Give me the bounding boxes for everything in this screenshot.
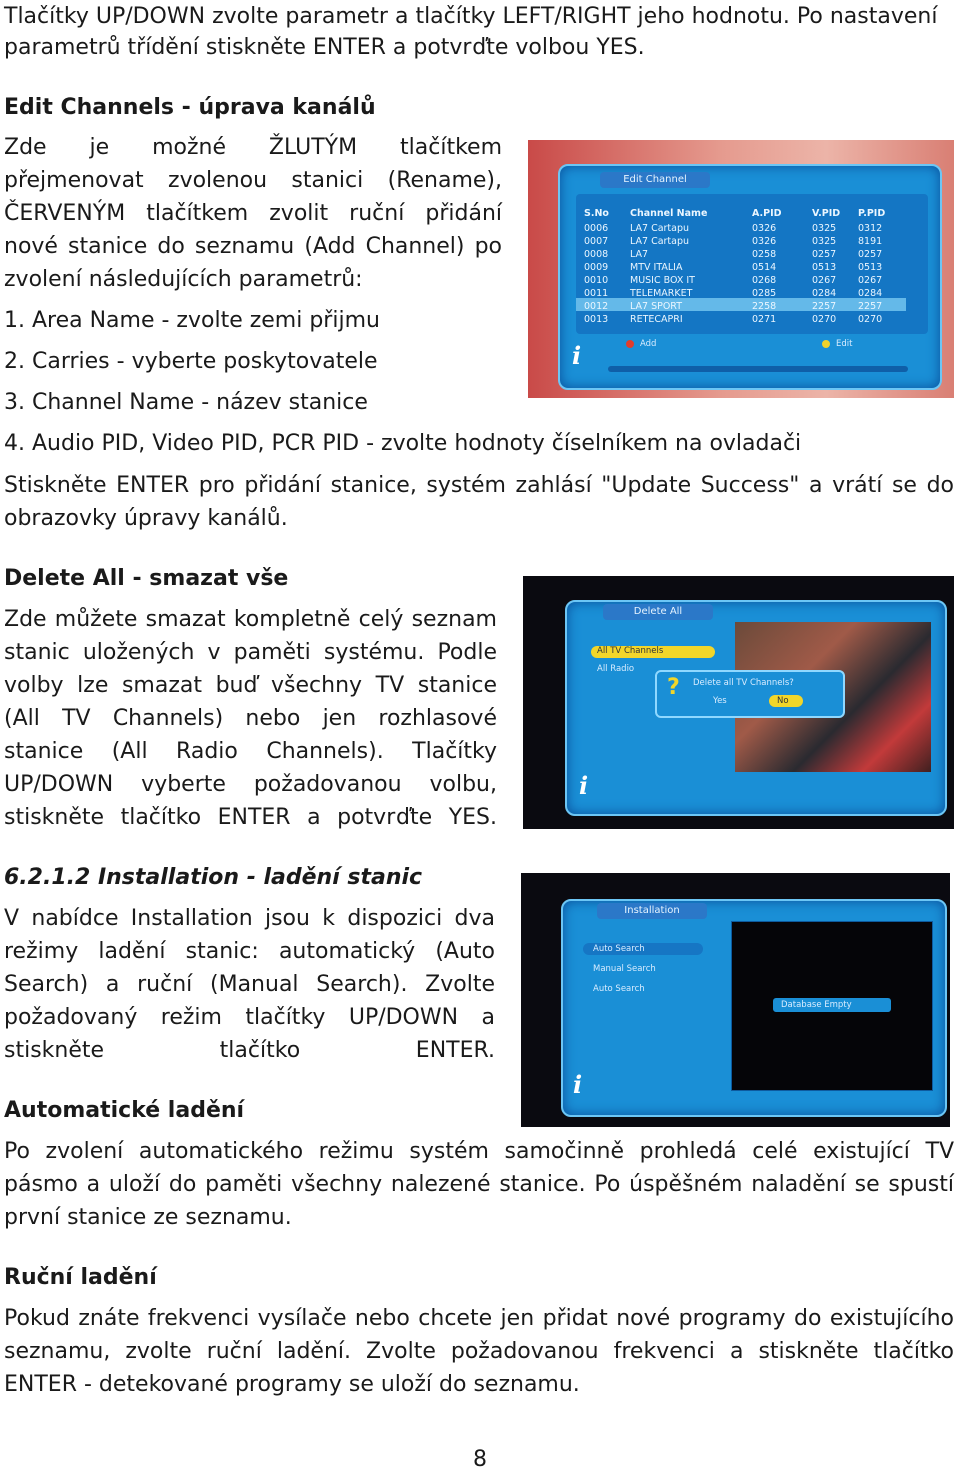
manual-tuning-heading: Ruční ladění xyxy=(4,1265,157,1290)
table-cell-sno: 0009 xyxy=(584,262,609,273)
table-cell-video-pid: 0270 xyxy=(812,314,837,325)
table-cell-audio-pid: 0268 xyxy=(752,275,777,286)
red-button-icon xyxy=(626,340,634,348)
table-cell-channel-name[interactable]: RETECAPRI xyxy=(630,314,683,325)
info-icon: i xyxy=(579,771,589,800)
edit-item-3: 3. Channel Name - název stanice xyxy=(4,390,368,415)
edit-item-4: 4. Audio PID, Video PID, PCR PID - zvolte hodnoty číselníkem na ovladači xyxy=(4,431,802,456)
table-cell-sno: 0011 xyxy=(584,288,609,299)
table-cell-sno: 0007 xyxy=(584,236,609,247)
dialog-yes[interactable]: Yes xyxy=(713,696,727,706)
table-cell-channel-name[interactable]: MTV ITALIA xyxy=(630,262,683,273)
edit-item-2: 2. Carries - vyberte poskytovatele xyxy=(4,349,378,374)
delete-all-screenshot xyxy=(523,576,954,829)
table-cell-video-pid: 2257 xyxy=(812,301,837,312)
info-icon: i xyxy=(572,341,582,370)
table-cell-video-pid: 0325 xyxy=(812,236,837,247)
table-cell-pcr-pid: 0284 xyxy=(858,288,883,299)
installation-screenshot xyxy=(521,873,950,1127)
installation-title: Installation xyxy=(597,903,707,919)
table-cell-video-pid: 0267 xyxy=(812,275,837,286)
table-header-audio-pid: A.PID xyxy=(752,208,782,219)
option-all-tv[interactable]: All TV Channels xyxy=(597,646,664,656)
database-empty-label: Database Empty xyxy=(781,1000,852,1010)
question-icon: ? xyxy=(667,675,680,700)
table-cell-sno: 0013 xyxy=(584,314,609,325)
install-item-manual-search[interactable]: Manual Search xyxy=(593,964,656,974)
table-cell-sno: 0012 xyxy=(584,301,609,312)
intro-line-2: parametrů třídění stiskněte ENTER a potvrďte volbou YES. xyxy=(4,35,645,60)
table-cell-sno: 0010 xyxy=(584,275,609,286)
delete-all-title: Delete All xyxy=(603,604,713,620)
table-header-channel-name: Channel Name xyxy=(630,208,708,219)
installation-paragraph: V nabídce Installation jsou k dispozici dva režimy ladění stanic: automatický (Auto Search) a ruční (Manual Search). Zvolte požadovaný režim tlačítky UP/DOWN a stiskněte tlačítko ENTER. xyxy=(4,906,495,1063)
intro-line-1: Tlačítky UP/DOWN zvolte parametr a tlačítky LEFT/RIGHT jeho hodnotu. Po nastavení xyxy=(4,4,938,29)
table-cell-channel-name[interactable]: MUSIC BOX IT xyxy=(630,275,695,286)
edit-item-1: 1. Area Name - zvolte zemi přijmu xyxy=(4,308,380,333)
table-cell-audio-pid: 0326 xyxy=(752,236,777,247)
table-cell-audio-pid: 0271 xyxy=(752,314,777,325)
dialog-no[interactable]: No xyxy=(777,696,789,706)
table-cell-channel-name[interactable]: LA7 xyxy=(630,249,649,260)
channel-row-highlight xyxy=(576,298,906,311)
table-cell-sno: 0006 xyxy=(584,223,609,234)
edit-channels-after: Stiskněte ENTER pro přidání stanice, systém zahlásí "Update Success" a vrátí se do obrazovky úpravy kanálů. xyxy=(4,473,954,531)
manual-tuning-paragraph: Pokud znáte frekvenci vysílače nebo chcete jen přidat nové programy do existujícího seznamu, zvolte ruční ladění. Zvolte požadovanou frekvenci a stiskněte tlačítko ENTER - detekované programy se uloží do seznamu. xyxy=(4,1306,954,1397)
delete-all-heading: Delete All - smazat vše xyxy=(4,566,289,591)
table-cell-audio-pid: 0285 xyxy=(752,288,777,299)
table-cell-pcr-pid: 0257 xyxy=(858,249,883,260)
delete-all-paragraph: Zde můžete smazat kompletně celý seznam stanic uložených v paměti systému. Podle volby lze smazat buď všechny TV stanice (All TV Channels) nebo jen rozhlasové stanice (All Radio Channels). Tlačítky UP/DOWN vyberte požadovanou volbu, stiskněte tlačítko ENTER a potvrďte YES. xyxy=(4,607,497,830)
table-cell-audio-pid: 0326 xyxy=(752,223,777,234)
table-cell-video-pid: 0284 xyxy=(812,288,837,299)
table-cell-video-pid: 0325 xyxy=(812,223,837,234)
info-icon: i xyxy=(573,1070,583,1099)
install-item-auto-search-2[interactable]: Auto Search xyxy=(593,984,645,994)
table-header-video-pid: V.PID xyxy=(812,208,841,219)
table-cell-pcr-pid: 0267 xyxy=(858,275,883,286)
auto-tuning-heading: Automatické ladění xyxy=(4,1098,245,1123)
table-cell-pcr-pid: 8191 xyxy=(858,236,883,247)
table-cell-audio-pid: 0514 xyxy=(752,262,777,273)
page-number: 8 xyxy=(473,1447,487,1472)
table-cell-audio-pid: 0258 xyxy=(752,249,777,260)
table-cell-channel-name[interactable]: LA7 Cartapu xyxy=(630,223,690,234)
installation-heading: 6.2.1.2 Installation - ladění stanic xyxy=(4,865,423,890)
add-label: Add xyxy=(640,339,657,349)
table-header-pcr-pid: P.PID xyxy=(858,208,886,219)
install-item-auto-search[interactable]: Auto Search xyxy=(593,944,645,954)
table-header-sno: S.No xyxy=(584,208,609,219)
edit-channels-paragraph: Zde je možné ŽLUTÝM tlačítkem přejmenovat zvolenou stanici (Rename), ČERVENÝM tlačítkem zvolit ruční přidání nové stanice do seznamu (Add Channel) po zvolení následujících parametrů: xyxy=(4,135,502,292)
auto-tuning-paragraph: Po zvolení automatického režimu systém samočinně prohledá celé existující TV pásmo a uloží do paměti všechny nalezené stanice. Po úspěšném naladění se spustí první stanice ze seznamu. xyxy=(4,1139,954,1230)
table-cell-channel-name[interactable]: TELEMARKET xyxy=(630,288,693,299)
table-cell-video-pid: 0257 xyxy=(812,249,837,260)
table-cell-pcr-pid: 2257 xyxy=(858,301,883,312)
table-cell-pcr-pid: 0513 xyxy=(858,262,883,273)
yellow-button-icon xyxy=(822,340,830,348)
edit-channel-screenshot xyxy=(528,140,954,398)
table-cell-channel-name[interactable]: LA7 Cartapu xyxy=(630,236,690,247)
table-cell-pcr-pid: 0270 xyxy=(858,314,883,325)
edit-channels-heading: Edit Channels - úprava kanálů xyxy=(4,95,376,120)
option-all-radio[interactable]: All Radio xyxy=(597,664,635,674)
edit-label: Edit xyxy=(836,339,853,349)
table-cell-pcr-pid: 0312 xyxy=(858,223,883,234)
dialog-text: Delete all TV Channels? xyxy=(693,678,794,688)
table-cell-channel-name[interactable]: LA7 SPORT xyxy=(630,301,683,312)
table-cell-audio-pid: 2258 xyxy=(752,301,777,312)
table-cell-sno: 0008 xyxy=(584,249,609,260)
bottom-bar xyxy=(608,366,908,372)
table-cell-video-pid: 0513 xyxy=(812,262,837,273)
edit-channel-title: Edit Channel xyxy=(600,172,710,188)
